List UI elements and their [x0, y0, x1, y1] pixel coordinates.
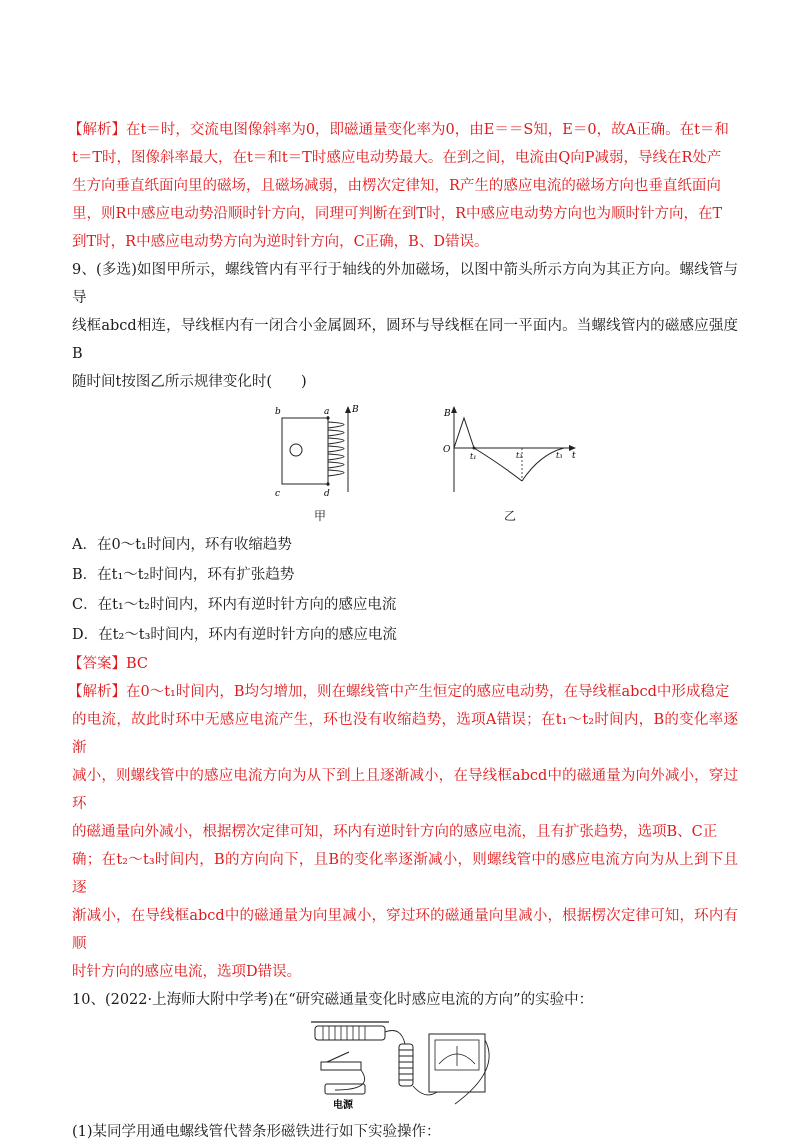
- question-10: [72, 986, 738, 1146]
- analysis-line: 时针方向的感应电流，选项D错误。: [72, 964, 302, 980]
- svg-text:t: t: [572, 451, 576, 461]
- figure-caption-jia: 甲: [313, 509, 326, 523]
- question-line: 线框abcd相连，导线框内有一闭合小金属圆环，圆环与导线框在同一平面内。当螺线管内的磁感应强度B: [72, 318, 738, 362]
- analysis-line: 生方向垂直纸面向里的磁场，且磁场减弱，由楞次定律知，R产生的感应电流的磁场方向也垂直纸面向: [72, 178, 721, 194]
- sub-question-1: (1)某同学用通电螺线管代替条形磁铁进行如下实验操作：: [72, 1124, 441, 1140]
- analysis-line: 【解析】在0～t₁时间内，B均匀增加，则在螺线管中产生恒定的感应电动势，在导线框abcd中形成稳定: [68, 684, 730, 700]
- switch-base: [321, 1062, 361, 1070]
- b-t-graph: [440, 404, 580, 499]
- analysis-line: 的磁通量向外减小，根据楞次定律可知，环内有逆时针方向的感应电流，且有扩张趋势，选项B、C正: [72, 824, 718, 840]
- analysis-line: 【解析】在t＝时，交流电图像斜率为0，即磁通量变化率为0，由E＝＝S知，E＝0，故A正确。在t＝和: [68, 122, 729, 138]
- document-page: [68, 116, 738, 1146]
- analysis-tag: 【解析】: [68, 684, 126, 700]
- battery: [325, 1084, 365, 1094]
- analysis-line: 到T时，R中感应电动势方向为逆时针方向，C正确，B、D错误。: [72, 234, 489, 250]
- svg-text:B: B: [352, 405, 359, 415]
- q8-analysis: [68, 116, 738, 256]
- q9-answer: [68, 650, 738, 678]
- analysis-line: 里，则R中感应电动势沿顺时针方向，同理可判断在到T时，R中感应电动势方向也为顺时针方向，在T: [72, 206, 723, 222]
- svg-text:a: a: [324, 407, 330, 417]
- solenoid-circuit-diagram: [270, 404, 370, 499]
- option-d: D．在t₂～t₃时间内，环内有逆时针方向的感应电流: [72, 627, 397, 643]
- figure-caption-yi: 乙: [503, 509, 516, 523]
- solenoid-coil: [328, 422, 344, 476]
- coil: [399, 1044, 413, 1086]
- option-c: C．在t₁～t₂时间内，环内有逆时针方向的感应电流: [72, 597, 397, 613]
- question-line: 随时间t按图乙所示规律变化时( ): [72, 374, 307, 390]
- analysis-line: 渐减小，在导线框abcd中的磁通量为向里减小，穿过环的磁通量向里减小，根据楞次定律可知，环内有顺: [72, 908, 738, 952]
- svg-text:t₃: t₃: [556, 451, 563, 460]
- q10-figure: [72, 1020, 738, 1110]
- analysis-line: 减小，则螺线管中的感应电流方向为从下到上且逐渐减小，在导线框abcd中的磁通量为向外减小，穿过环: [72, 768, 738, 812]
- b-curve-fall: [474, 448, 522, 481]
- rheostat: [315, 1026, 385, 1040]
- svg-text:B: B: [444, 409, 451, 419]
- power-label: 电源: [333, 1100, 353, 1110]
- analysis-line: t＝T时，图像斜率最大，在t＝和t＝T时感应电动势最大。在到之间，电流由Q向P减弱，导线在R处产: [72, 150, 722, 166]
- question-line: 9、(多选)如图甲所示，螺线管内有平行于轴线的外加磁场，以图中箭头所示方向为其正方向。螺线管与导: [72, 262, 738, 306]
- option-a: A．在0～t₁时间内，环有收缩趋势: [72, 537, 292, 553]
- svg-text:t₂: t₂: [516, 451, 523, 460]
- svg-text:O: O: [443, 445, 451, 455]
- question-9: [72, 256, 738, 650]
- q9-figures: [112, 404, 738, 524]
- svg-text:t₁: t₁: [470, 452, 477, 461]
- b-curve-rise: [454, 418, 474, 448]
- wires: [335, 1031, 489, 1105]
- b-field-arrowhead: [345, 406, 351, 413]
- analysis-tag: 【解析】: [68, 122, 126, 138]
- answer-tag: 【答案】: [68, 656, 126, 672]
- svg-text:d: d: [324, 489, 330, 499]
- figure-yi: [440, 404, 580, 524]
- switch-lever: [327, 1052, 349, 1062]
- svg-text:b: b: [275, 407, 281, 417]
- metal-ring: [290, 444, 302, 456]
- experiment-apparatus-diagram: [305, 1020, 505, 1110]
- svg-text:c: c: [275, 489, 281, 499]
- option-b: B．在t₁～t₂时间内，环有扩张趋势: [72, 567, 295, 583]
- answer-value: BC: [126, 656, 149, 672]
- analysis-line: 的电流，故此时环中无感应电流产生，环也没有收缩趋势，选项A错误；在t₁～t₂时间内，B的变化率逐渐: [72, 712, 738, 756]
- figure-jia: [270, 404, 370, 524]
- analysis-line: 确；在t₂～t₃时间内，B的方向向下，且B的变化率逐渐减小，则螺线管中的感应电流方向为从上到下且逐: [72, 852, 738, 896]
- wire-frame: [282, 418, 328, 484]
- question-line: 10、(2022·上海师大附中学考)在“研究磁通量变化时感应电流的方向”的实验中：: [72, 992, 594, 1008]
- q9-analysis: [68, 678, 738, 986]
